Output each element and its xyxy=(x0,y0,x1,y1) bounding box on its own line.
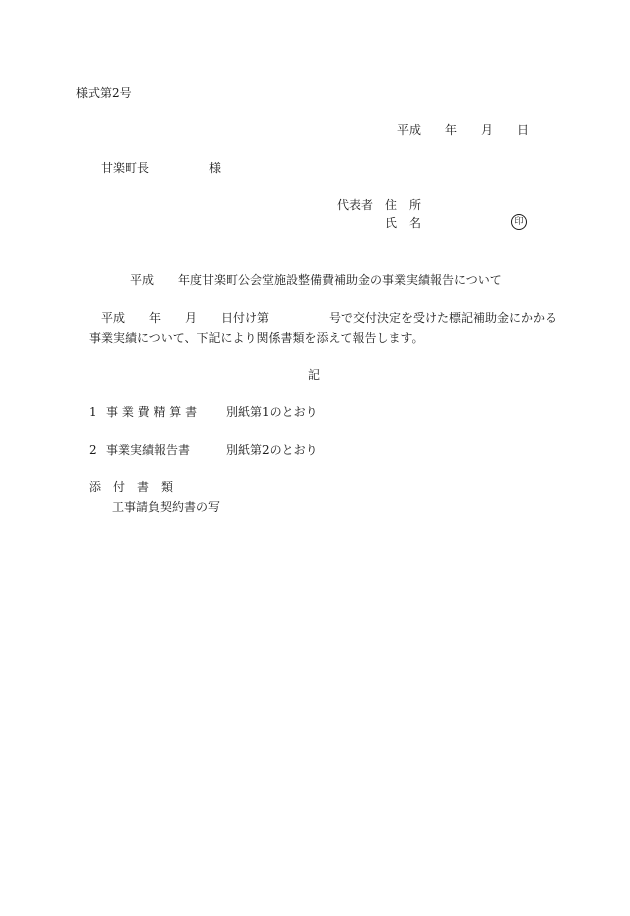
item-value: 別紙第2のとおり xyxy=(226,443,318,457)
item-label: 事業実績報告書 xyxy=(106,443,191,457)
attachments-heading: 添 付 書 類 xyxy=(89,480,174,494)
item-label: 事 業 費 精 算 書 xyxy=(106,405,198,419)
ki-heading: 記 xyxy=(308,368,321,382)
representative-address-label: 代表者 住 所 xyxy=(337,198,422,212)
item-number: 2 xyxy=(89,443,97,457)
representative-name-label: 氏 名 xyxy=(385,216,422,230)
body-line-1: 平成 年 月 日付け第 号で交付決定を受けた標記補助金にかかる xyxy=(101,311,558,325)
addressee: 甘楽町長 様 xyxy=(101,161,222,175)
item-value: 別紙第1のとおり xyxy=(226,405,318,419)
form-number: 様式第2号 xyxy=(76,86,132,100)
document-title: 平成 年度甘楽町公会堂施設整備費補助金の事業実績報告について xyxy=(130,273,502,287)
date-line: 平成 年 月 日 xyxy=(397,123,530,137)
item-number: 1 xyxy=(89,405,97,419)
body-line-2: 事業実績について、下記により関係書類を添えて報告します。 xyxy=(89,331,424,345)
attachment-item: 工事請負契約書の写 xyxy=(112,500,221,514)
seal-mark: 印 xyxy=(511,214,527,230)
